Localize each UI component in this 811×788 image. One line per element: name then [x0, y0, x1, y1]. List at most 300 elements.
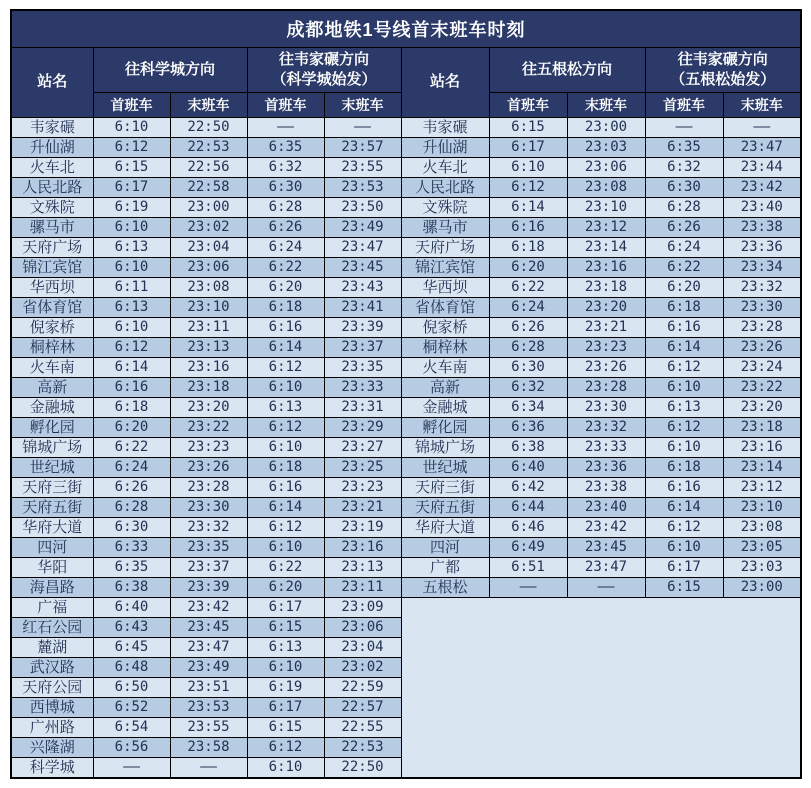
left-station-cell: 广福: [11, 598, 93, 618]
right-time-cell: 6:16: [645, 318, 723, 338]
left-station-cell: 天府广场: [11, 238, 93, 258]
left-station-cell: 红石公园: [11, 618, 93, 638]
left-time-cell: 6:12: [247, 418, 324, 438]
left-time-cell: 6:35: [93, 558, 170, 578]
last-train-header: 末班车: [567, 93, 645, 118]
left-time-cell: 23:55: [324, 158, 401, 178]
right-time-cell: 23:08: [723, 518, 801, 538]
left-station-cell: 桐梓林: [11, 338, 93, 358]
table-row: [11, 138, 801, 158]
left-time-cell: 23:21: [324, 498, 401, 518]
left-time-cell: 23:13: [324, 558, 401, 578]
left-time-cell: 6:13: [93, 298, 170, 318]
left-direction-weijianian-header: [247, 48, 401, 93]
table-row: [11, 398, 801, 418]
right-time-cell: 6:42: [489, 478, 567, 498]
left-station-cell: 高新: [11, 378, 93, 398]
left-station-cell: 华府大道: [11, 518, 93, 538]
left-time-cell: 23:23: [324, 478, 401, 498]
right-time-cell: 6:16: [645, 478, 723, 498]
right-station-cell: 华西坝: [401, 278, 489, 298]
right-time-cell: 6:28: [489, 338, 567, 358]
left-time-cell: 6:40: [93, 598, 170, 618]
table-row: [11, 518, 801, 538]
left-time-cell: 23:31: [324, 398, 401, 418]
left-time-cell: 6:18: [93, 398, 170, 418]
right-station-cell: 人民北路: [401, 178, 489, 198]
right-station-cell: 天府广场: [401, 238, 489, 258]
left-time-cell: 6:17: [247, 598, 324, 618]
left-time-cell: 23:04: [170, 238, 247, 258]
right-time-cell: 6:35: [645, 138, 723, 158]
left-time-cell: 6:48: [93, 658, 170, 678]
left-station-cell: 华阳: [11, 558, 93, 578]
right-time-cell: 23:14: [567, 238, 645, 258]
right-time-cell: 23:38: [567, 478, 645, 498]
right-station-cell: 省体育馆: [401, 298, 489, 318]
left-time-cell: 6:19: [247, 678, 324, 698]
left-direction-weijianian-line2: （科学城始发）: [271, 71, 377, 88]
left-time-cell: 6:19: [93, 198, 170, 218]
first-train-header: 首班车: [93, 93, 170, 118]
right-direction-weijianian-line1: 往韦家碾方向: [677, 50, 768, 68]
right-time-cell: 6:38: [489, 438, 567, 458]
left-time-cell: 23:04: [324, 638, 401, 658]
direction-header-row: [11, 48, 801, 93]
first-train-header: 首班车: [645, 93, 723, 118]
left-time-cell: 23:32: [170, 518, 247, 538]
left-station-cell: 海昌路: [11, 578, 93, 598]
right-time-cell: 23:21: [567, 318, 645, 338]
left-time-cell: 6:30: [247, 178, 324, 198]
table-row: [11, 298, 801, 318]
right-time-cell: 23:30: [723, 298, 801, 318]
left-time-cell: 23:43: [324, 278, 401, 298]
table-row: [11, 358, 801, 378]
right-direction-weijianian-header: [645, 48, 801, 93]
left-time-cell: 6:20: [93, 418, 170, 438]
left-time-cell: 6:13: [247, 638, 324, 658]
right-time-cell: 23:28: [723, 318, 801, 338]
right-time-cell: ——: [645, 118, 723, 138]
left-time-cell: 23:45: [324, 258, 401, 278]
left-time-cell: 23:26: [170, 458, 247, 478]
left-time-cell: 6:20: [247, 578, 324, 598]
left-time-cell: 22:56: [170, 158, 247, 178]
left-time-cell: 6:17: [247, 698, 324, 718]
left-time-cell: ——: [170, 758, 247, 779]
left-time-cell: 23:25: [324, 458, 401, 478]
left-time-cell: 6:16: [93, 378, 170, 398]
right-station-header: 站名: [401, 48, 489, 118]
right-direction-wugensong-header: [489, 48, 645, 93]
left-time-cell: 6:10: [247, 378, 324, 398]
right-time-cell: 23:03: [723, 558, 801, 578]
right-station-cell: 火车南: [401, 358, 489, 378]
left-station-cell: 锦江宾馆: [11, 258, 93, 278]
page-title: 成都地铁1号线首末班车时刻: [11, 10, 801, 48]
left-time-cell: ——: [93, 758, 170, 779]
table-row: [11, 478, 801, 498]
left-time-cell: 6:10: [247, 658, 324, 678]
right-time-cell: ——: [723, 118, 801, 138]
right-time-cell: 23:32: [567, 418, 645, 438]
left-time-cell: 23:35: [170, 538, 247, 558]
right-station-cell: 倪家桥: [401, 318, 489, 338]
right-time-cell: 23:40: [567, 498, 645, 518]
right-time-cell: 6:30: [489, 358, 567, 378]
right-time-cell: 23:47: [567, 558, 645, 578]
left-time-cell: 6:11: [93, 278, 170, 298]
right-station-cell: 韦家碾: [401, 118, 489, 138]
left-time-cell: 6:16: [247, 318, 324, 338]
right-time-cell: 6:18: [489, 238, 567, 258]
left-station-cell: 火车北: [11, 158, 93, 178]
left-time-cell: 6:12: [247, 738, 324, 758]
left-time-cell: 6:10: [247, 438, 324, 458]
left-time-cell: 22:57: [324, 698, 401, 718]
left-station-cell: 四河: [11, 538, 93, 558]
left-time-cell: 6:33: [93, 538, 170, 558]
table-row: [11, 378, 801, 398]
right-station-cell: 四河: [401, 538, 489, 558]
table-row: [11, 438, 801, 458]
left-time-cell: 23:53: [170, 698, 247, 718]
table-row: [11, 498, 801, 518]
right-time-cell: 23:18: [567, 278, 645, 298]
left-station-cell: 省体育馆: [11, 298, 93, 318]
right-station-cell: 五根松: [401, 578, 489, 598]
table-row: [11, 258, 801, 278]
right-time-cell: 6:20: [645, 278, 723, 298]
left-time-cell: 23:19: [324, 518, 401, 538]
left-time-cell: 6:10: [247, 538, 324, 558]
right-time-cell: 23:33: [567, 438, 645, 458]
right-station-cell: 锦江宾馆: [401, 258, 489, 278]
table-row: [11, 538, 801, 558]
left-time-cell: 23:10: [170, 298, 247, 318]
left-time-cell: 23:41: [324, 298, 401, 318]
table-row: [11, 458, 801, 478]
last-train-header: 末班车: [723, 93, 801, 118]
right-time-cell: 6:46: [489, 518, 567, 538]
left-time-cell: 23:16: [324, 538, 401, 558]
left-direction-weijianian-line1: 往韦家碾方向: [278, 50, 369, 68]
right-time-cell: 6:10: [645, 378, 723, 398]
right-time-cell: 6:22: [489, 278, 567, 298]
right-time-cell: 23:10: [567, 198, 645, 218]
right-time-cell: 23:38: [723, 218, 801, 238]
right-station-cell: 锦城广场: [401, 438, 489, 458]
left-time-cell: 6:14: [247, 498, 324, 518]
right-time-cell: 6:40: [489, 458, 567, 478]
last-train-header: 末班车: [324, 93, 401, 118]
left-time-cell: 6:10: [93, 218, 170, 238]
right-time-cell: 23:12: [723, 478, 801, 498]
left-time-cell: 23:11: [324, 578, 401, 598]
right-time-cell: 23:44: [723, 158, 801, 178]
left-time-cell: 23:09: [324, 598, 401, 618]
left-time-cell: 6:15: [247, 618, 324, 638]
right-time-cell: 23:42: [567, 518, 645, 538]
metro-timetable: [10, 9, 802, 779]
left-time-cell: 23:08: [170, 278, 247, 298]
table-row: [11, 558, 801, 578]
left-time-cell: 23:51: [170, 678, 247, 698]
right-station-cell: 骡马市: [401, 218, 489, 238]
left-time-cell: 6:10: [93, 318, 170, 338]
right-time-cell: 6:18: [645, 458, 723, 478]
left-station-cell: 天府三街: [11, 478, 93, 498]
right-time-cell: 23:06: [567, 158, 645, 178]
right-direction-weijianian-line2: （五根松始发）: [670, 71, 776, 88]
right-time-cell: 23:26: [723, 338, 801, 358]
right-time-cell: 23:23: [567, 338, 645, 358]
left-station-cell: 韦家碾: [11, 118, 93, 138]
right-time-cell: 23:22: [723, 378, 801, 398]
left-station-cell: 火车南: [11, 358, 93, 378]
right-time-cell: 6:30: [645, 178, 723, 198]
right-time-cell: 6:16: [489, 218, 567, 238]
right-time-cell: 23:05: [723, 538, 801, 558]
left-time-cell: 6:56: [93, 738, 170, 758]
table-row: [11, 578, 801, 598]
left-time-cell: 23:18: [170, 378, 247, 398]
right-station-cell: 文殊院: [401, 198, 489, 218]
left-time-cell: 6:18: [247, 298, 324, 318]
right-time-cell: 6:17: [645, 558, 723, 578]
left-time-cell: 23:37: [170, 558, 247, 578]
right-time-cell: 6:10: [645, 438, 723, 458]
right-station-cell: 孵化园: [401, 418, 489, 438]
right-station-cell: 桐梓林: [401, 338, 489, 358]
table-row: [11, 218, 801, 238]
left-time-cell: 23:27: [324, 438, 401, 458]
left-station-cell: 天府公园: [11, 678, 93, 698]
right-time-cell: 6:20: [489, 258, 567, 278]
right-time-cell: 6:14: [645, 498, 723, 518]
right-time-cell: 23:00: [567, 118, 645, 138]
left-time-cell: 6:22: [247, 558, 324, 578]
right-time-cell: 6:28: [645, 198, 723, 218]
right-time-cell: 6:14: [489, 198, 567, 218]
left-time-cell: 23:22: [170, 418, 247, 438]
left-time-cell: 22:58: [170, 178, 247, 198]
left-time-cell: 23:02: [170, 218, 247, 238]
right-station-cell: 天府三街: [401, 478, 489, 498]
right-time-cell: 23:47: [723, 138, 801, 158]
left-direction-kexuecheng-header: [93, 48, 247, 93]
table-row: [11, 118, 801, 138]
table-row: [11, 278, 801, 298]
left-time-cell: 23:42: [170, 598, 247, 618]
right-station-cell: 华府大道: [401, 518, 489, 538]
table-row: [11, 178, 801, 198]
left-time-cell: 23:20: [170, 398, 247, 418]
left-time-cell: 23:53: [324, 178, 401, 198]
left-station-cell: 兴隆湖: [11, 738, 93, 758]
right-time-cell: 6:12: [489, 178, 567, 198]
right-time-cell: 23:16: [723, 438, 801, 458]
right-time-cell: 6:13: [645, 398, 723, 418]
left-time-cell: 6:14: [93, 358, 170, 378]
left-time-cell: 22:53: [170, 138, 247, 158]
left-time-cell: 6:10: [93, 258, 170, 278]
left-time-cell: 6:24: [247, 238, 324, 258]
right-time-cell: 6:10: [489, 158, 567, 178]
left-station-cell: 锦城广场: [11, 438, 93, 458]
left-time-cell: 6:16: [247, 478, 324, 498]
left-time-cell: 6:10: [93, 118, 170, 138]
left-station-cell: 人民北路: [11, 178, 93, 198]
right-time-cell: 6:44: [489, 498, 567, 518]
left-time-cell: 6:12: [247, 358, 324, 378]
right-time-cell: 23:18: [723, 418, 801, 438]
left-time-cell: 6:28: [247, 198, 324, 218]
right-time-cell: 6:49: [489, 538, 567, 558]
left-time-cell: 23:06: [170, 258, 247, 278]
right-time-cell: 6:32: [645, 158, 723, 178]
left-station-cell: 广州路: [11, 718, 93, 738]
left-station-cell: 金融城: [11, 398, 93, 418]
left-time-cell: 23:06: [324, 618, 401, 638]
right-time-cell: 6:24: [489, 298, 567, 318]
right-time-cell: 6:12: [645, 358, 723, 378]
first-train-header: 首班车: [489, 93, 567, 118]
left-time-cell: 6:28: [93, 498, 170, 518]
left-time-cell: ——: [324, 118, 401, 138]
left-station-header: 站名: [11, 48, 93, 118]
left-time-cell: 6:43: [93, 618, 170, 638]
left-time-cell: 23:49: [324, 218, 401, 238]
left-time-cell: 6:10: [247, 758, 324, 779]
right-time-cell: 6:34: [489, 398, 567, 418]
right-time-cell: 6:12: [645, 518, 723, 538]
left-time-cell: 23:49: [170, 658, 247, 678]
right-time-cell: 23:12: [567, 218, 645, 238]
timetable-body: [11, 118, 801, 779]
left-time-cell: 23:35: [324, 358, 401, 378]
right-direction-wugensong-label: 往五根松方向: [521, 60, 612, 78]
right-time-cell: 23:40: [723, 198, 801, 218]
left-time-cell: 6:20: [247, 278, 324, 298]
last-train-header: 末班车: [170, 93, 247, 118]
left-time-cell: 22:53: [324, 738, 401, 758]
left-time-cell: 6:14: [247, 338, 324, 358]
right-time-cell: 6:15: [489, 118, 567, 138]
left-time-cell: 23:55: [170, 718, 247, 738]
right-time-cell: 6:22: [645, 258, 723, 278]
left-time-cell: 23:02: [324, 658, 401, 678]
left-time-cell: 6:12: [93, 338, 170, 358]
right-time-cell: 6:51: [489, 558, 567, 578]
left-time-cell: 23:39: [170, 578, 247, 598]
left-direction-kexuecheng-label: 往科学城方向: [124, 60, 215, 78]
right-time-cell: 6:10: [645, 538, 723, 558]
left-time-cell: 6:13: [247, 398, 324, 418]
right-time-cell: 23:28: [567, 378, 645, 398]
left-time-cell: 6:22: [93, 438, 170, 458]
left-station-cell: 世纪城: [11, 458, 93, 478]
left-station-cell: 华西坝: [11, 278, 93, 298]
left-time-cell: 23:23: [170, 438, 247, 458]
left-station-cell: 天府五街: [11, 498, 93, 518]
right-time-cell: ——: [489, 578, 567, 598]
right-time-cell: 23:00: [723, 578, 801, 598]
left-time-cell: 6:12: [247, 518, 324, 538]
left-time-cell: 6:26: [93, 478, 170, 498]
table-row: [11, 318, 801, 338]
right-time-cell: 23:24: [723, 358, 801, 378]
left-station-cell: 科学城: [11, 758, 93, 779]
right-station-cell: 高新: [401, 378, 489, 398]
right-time-cell: 6:12: [645, 418, 723, 438]
right-time-cell: 23:10: [723, 498, 801, 518]
left-time-cell: 22:50: [170, 118, 247, 138]
left-station-cell: 麓湖: [11, 638, 93, 658]
left-time-cell: 22:59: [324, 678, 401, 698]
left-time-cell: 6:22: [247, 258, 324, 278]
left-time-cell: 23:39: [324, 318, 401, 338]
left-time-cell: 22:55: [324, 718, 401, 738]
left-time-cell: 22:50: [324, 758, 401, 779]
right-time-cell: 23:08: [567, 178, 645, 198]
right-time-cell: 23:36: [567, 458, 645, 478]
table-row: [11, 238, 801, 258]
right-station-cell: 升仙湖: [401, 138, 489, 158]
right-time-cell: 6:24: [645, 238, 723, 258]
left-time-cell: 23:29: [324, 418, 401, 438]
left-time-cell: 6:52: [93, 698, 170, 718]
left-time-cell: 6:13: [93, 238, 170, 258]
right-time-cell: 6:14: [645, 338, 723, 358]
left-time-cell: 6:12: [93, 138, 170, 158]
left-time-cell: 6:15: [93, 158, 170, 178]
right-time-cell: 23:20: [723, 398, 801, 418]
left-time-cell: 23:11: [170, 318, 247, 338]
left-station-cell: 西博城: [11, 698, 93, 718]
table-row: [11, 198, 801, 218]
left-time-cell: ——: [247, 118, 324, 138]
right-table-empty-area: [401, 598, 801, 779]
left-time-cell: 23:00: [170, 198, 247, 218]
right-time-cell: 23:32: [723, 278, 801, 298]
left-time-cell: 6:30: [93, 518, 170, 538]
right-station-cell: 广都: [401, 558, 489, 578]
left-time-cell: 6:17: [93, 178, 170, 198]
right-time-cell: ——: [567, 578, 645, 598]
left-time-cell: 23:58: [170, 738, 247, 758]
left-time-cell: 23:28: [170, 478, 247, 498]
right-time-cell: 6:17: [489, 138, 567, 158]
right-time-cell: 23:34: [723, 258, 801, 278]
first-train-header: 首班车: [247, 93, 324, 118]
left-time-cell: 6:26: [247, 218, 324, 238]
left-time-cell: 23:13: [170, 338, 247, 358]
left-time-cell: 23:47: [324, 238, 401, 258]
left-time-cell: 23:50: [324, 198, 401, 218]
left-time-cell: 23:45: [170, 618, 247, 638]
right-time-cell: 23:30: [567, 398, 645, 418]
left-station-cell: 文殊院: [11, 198, 93, 218]
left-time-cell: 23:47: [170, 638, 247, 658]
left-time-cell: 6:18: [247, 458, 324, 478]
left-time-cell: 6:54: [93, 718, 170, 738]
right-time-cell: 23:16: [567, 258, 645, 278]
table-row: [11, 158, 801, 178]
left-time-cell: 6:32: [247, 158, 324, 178]
right-station-cell: 金融城: [401, 398, 489, 418]
